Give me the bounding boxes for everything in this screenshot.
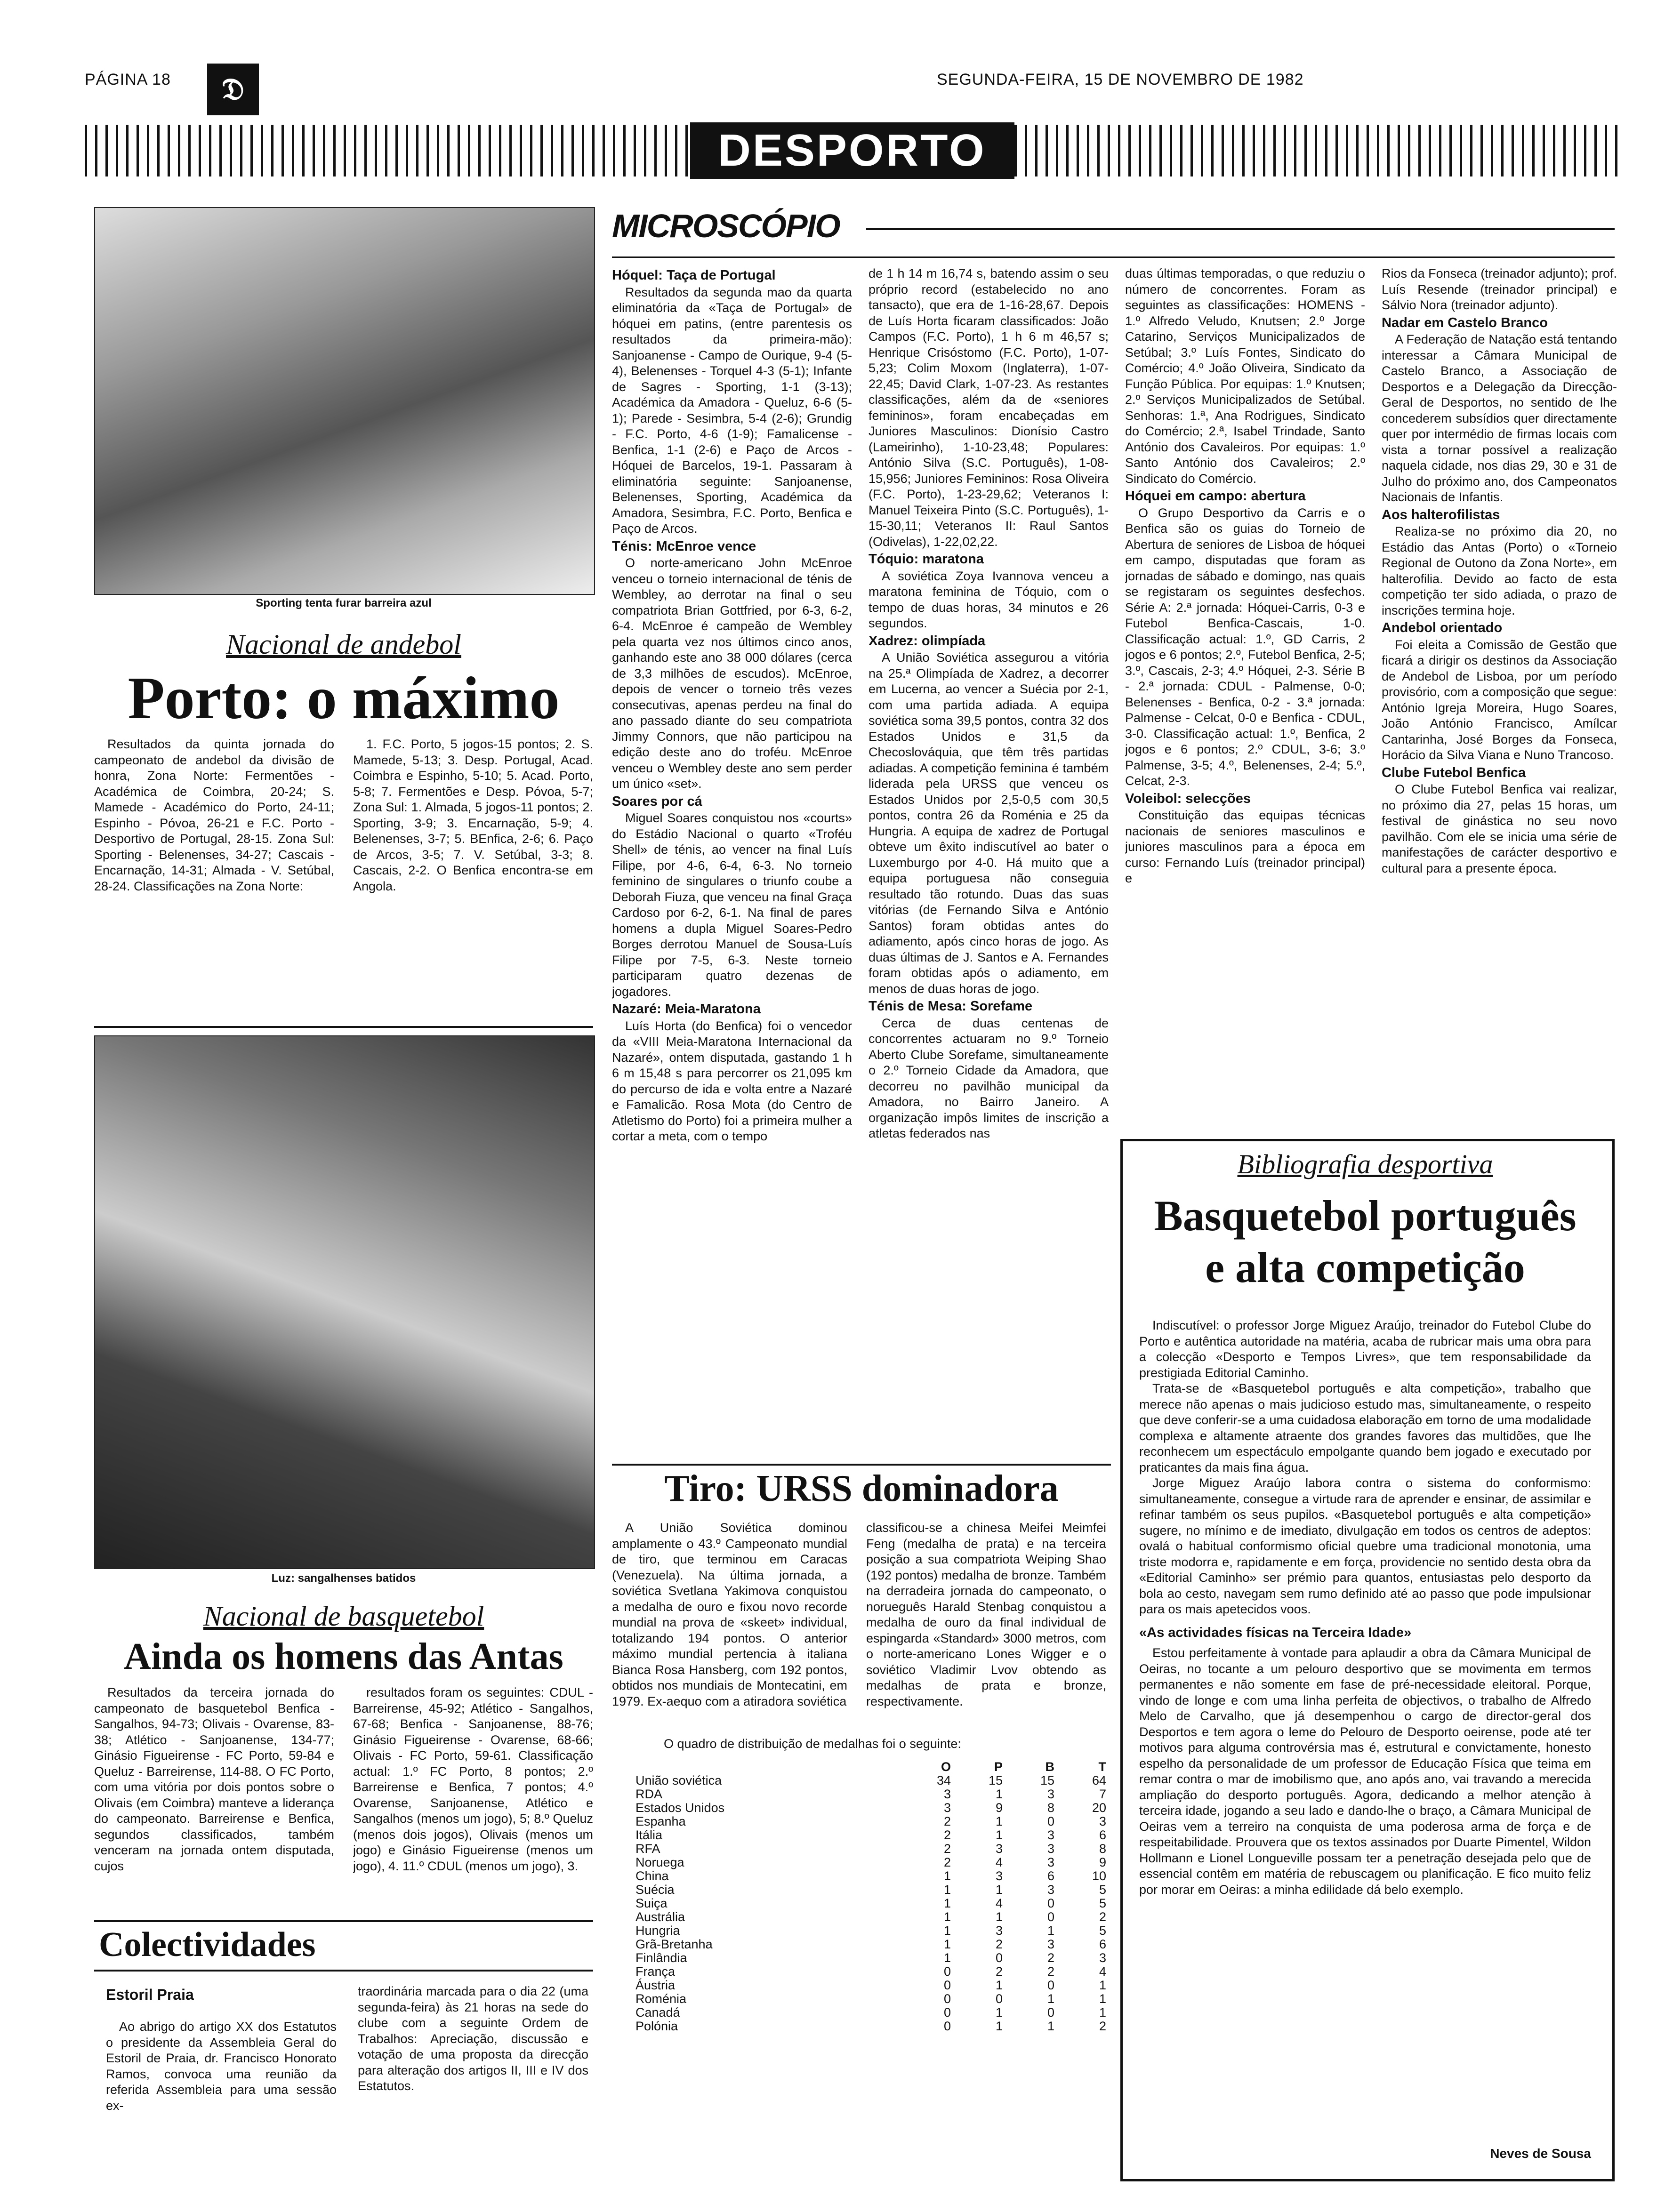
medals-count: 7 — [1099, 1787, 1106, 1801]
micro-para: A União Soviética assegurou a vitória na 25.ª Olimpíada de Xadrez, a decorrer em Lucerna, ao vencer a Suécia por 2-1, com uma partida adiada. A equipa soviética soma 39,5 pontos, contra 32 dos Estados Unidos e 31,5 da Checoslováquia, que têm três partidas adiadas. A competição feminina é também liderada pela URSS que venceu os Estados Unidos por 2,5-0,5 com 30,5 pontos, contra 26 da Roménia e 25 da Hungria. A equipa de xadrez de Portugal obteve um êxito indiscutível ao bater o Luxemburgo por 4-0. Há muito que a equipa portuguesa não conseguia resultado tão rotundo. Duas das suas vitórias (de Fernando Silva e António Santos) foram obtidas antes do adiamento, após cinco horas de jogo. As duas últimas de J. Santos e A. Fernandes foram obtidas após o adiamento, em menos de duas horas de jogo. — [869, 650, 1109, 996]
tiro-para-2: classificou-se a chinesa Meifei Meimfei Feng (medalha de prata) e na terceira posição a sua compatriota Weiping Shao (192 pontos) medalha de bronze. Também na derradeira jornada do campeonato, o norueguês Harald Stenbag conquistou a medalha de ouro da final individual de espingarda «Standard» 3000 metros, com o norte-americano Lones Wigger e o soviético Vladimir Lvov obtendo as medalhas de prata e bronze, respectivamente. — [866, 1521, 1106, 1708]
medals-country: União soviética — [635, 1773, 722, 1787]
medals-count: 1 — [995, 1910, 1003, 1924]
medals-count: 1 — [943, 1910, 951, 1924]
medals-count: 6 — [1099, 1937, 1106, 1951]
medals-count: 1 — [995, 1787, 1003, 1801]
medals-count: 4 — [995, 1855, 1003, 1869]
medals-row — [631, 1992, 1111, 2006]
basquete-photo-caption: Luz: sangalhenses batidos — [271, 1572, 416, 1585]
andebol-photo — [94, 207, 595, 595]
medals-count: 0 — [1047, 1978, 1054, 1992]
medals-row — [631, 1774, 1111, 1787]
medals-body — [631, 1774, 1111, 2033]
divider — [866, 228, 1615, 230]
medals-count: 1 — [943, 1883, 951, 1897]
micro-para: O Clube Futebol Benfica vai realizar, no próximo dia 27, pelas 15 horas, um festival de ginástica no seu novo pavilhão. Com ele se inicia uma série de manifestações de carácter desportivo e cultural para a presente época. — [1382, 782, 1617, 875]
medals-count: 2 — [1099, 2019, 1106, 2033]
medals-count: 8 — [1047, 1801, 1054, 1815]
andebol-photo-caption: Sporting tenta furar barreira azul — [256, 597, 432, 609]
bibliografia-para: Indiscutível: o professor Jorge Miguez Araújo, treinador do Futebol Clube do Porto e autêntica autoridade na matéria, acaba de rubricar mais uma obra para a colecção «Desporto e Tempos Livres», que tem responsabilidade da prestigiada Editorial Caminho. — [1139, 1318, 1591, 1380]
medals-count: 5 — [1099, 1923, 1106, 1938]
medals-row — [631, 1897, 1111, 1910]
page-number: PÁGINA 18 — [85, 71, 171, 88]
colectividades-subhead: Estoril Praia — [106, 1986, 194, 2003]
medals-country: Polónia — [635, 2019, 678, 2033]
microscopio-title: MICROSCÓPIO — [612, 208, 840, 244]
medals-count: 9 — [1099, 1855, 1106, 1869]
micro-head: Voleibol: selecções — [1125, 791, 1251, 806]
andebol-headline: Porto: o máximo — [128, 665, 560, 731]
section-banner — [85, 122, 1619, 179]
medals-country: China — [635, 1869, 669, 1883]
medals-count: 3 — [943, 1801, 951, 1815]
medals-country: RDA — [635, 1787, 663, 1801]
medals-count: 1 — [995, 1828, 1003, 1842]
medals-country: Itália — [635, 1828, 663, 1842]
medals-count: 1 — [995, 1883, 1003, 1897]
medals-count: 4 — [995, 1896, 1003, 1910]
medals-count: 20 — [1092, 1801, 1106, 1815]
bibliografia-subhead: «As actividades físicas na Terceira Idade» — [1139, 1625, 1412, 1640]
micro-para: duas últimas temporadas, o que reduziu o número de concorrentes. Foram as seguintes as classificações: HOMENS - 1.º Alfredo Veludo, Knutsen; 2.º Jorge Catarino, Serviços Municipalizados de Setúbal; 3.º Luís Fontes, Sindicato do Comércio; 4.º João Oliveira, Sindicato da Função Pública. Por equipas: 1.º Knutsen; 2.º Serviços Municipalizados de Setúbal. Senhoras: 1.ª, Ana Rodrigues, Sindicato do Comércio; 2.ª, Isabel Trindade, Santo António dos Cavaleiros. Por equipas: 1.º Santo António dos Cavaleiros; 2.º Sindicato do Comércio. — [1125, 266, 1365, 486]
medals-count: 6 — [1099, 1828, 1106, 1842]
medals-count: 1 — [943, 1951, 951, 1965]
bibliografia-text — [1139, 1318, 1591, 2146]
newspaper-logo: 𝔇 — [207, 64, 259, 115]
medals-count: 3 — [1047, 1855, 1054, 1869]
medals-row — [631, 1883, 1111, 1897]
medals-count: 0 — [995, 1951, 1003, 1965]
medals-country: Austrália — [635, 1910, 685, 1924]
medals-count: 1 — [995, 1978, 1003, 1992]
micro-head: Nadar em Castelo Branco — [1382, 315, 1548, 330]
medals-row — [631, 1815, 1111, 1828]
colectividades-title: Colectividades — [99, 1925, 316, 1964]
medals-count: 2 — [995, 1937, 1003, 1951]
medals-row — [631, 1801, 1111, 1815]
micro-head: Ténis: McEnroe vence — [612, 538, 756, 554]
medals-count: 2 — [943, 1855, 951, 1869]
medals-count: 3 — [995, 1842, 1003, 1856]
divider — [94, 1920, 593, 1922]
medals-row — [631, 2020, 1111, 2033]
medals-count: 1 — [943, 1896, 951, 1910]
medals-count: 2 — [1047, 1951, 1054, 1965]
medals-row — [631, 1979, 1111, 1992]
medals-country-col-header — [631, 1760, 904, 1774]
medals-row — [631, 1869, 1111, 1883]
micro-para: Cerca de duas centenas de concorrentes actuaram no 9.º Torneio Aberto Clube Sorefame, simultaneamente o 2.º Torneio Cidade da Amadora, que decorreu no pavilhão municipal da Amadora, no Bairro Janeiro. A organização impôs limites de inscrição a atletas federados nas — [869, 1016, 1109, 1140]
medals-count: 3 — [943, 1787, 951, 1801]
medals-row — [631, 1951, 1111, 1965]
medals-count: 0 — [995, 1992, 1003, 2006]
micro-para: Constituição das equipas técnicas nacionais de seniores masculinos e juniores masculinos para a época em curso: Fernando Luís (treinador principal) e — [1125, 808, 1365, 885]
medals-table — [631, 1760, 1111, 2033]
medals-count: 4 — [1099, 1964, 1106, 1979]
medals-count: 0 — [943, 2005, 951, 2020]
medals-count: 1 — [943, 1923, 951, 1938]
bibliografia-headline-1: Basquetebol português — [1154, 1192, 1577, 1240]
medals-count: 1 — [1099, 1992, 1106, 2006]
medals-count: 1 — [1099, 1978, 1106, 1992]
bibliografia-kicker: Bibliografia desportiva — [1237, 1149, 1493, 1179]
medals-count: 1 — [1047, 2019, 1054, 2033]
medals-country: Áustria — [635, 1978, 676, 1992]
micro-para: O norte-americano John McEnroe venceu o torneio internacional de ténis de Wembley, ao derrotar na final o seu compatriota Brian Gottfried, por 6-3, 6-2, 6-4. McEnroe é campeão de Wembley pela quarta vez nos últimos cinco anos, ganhando este ano 38 000 dólares (cerca de 3,3 milhões de escudos). McEnroe, depois de vencer o torneio três vezes consecutivas, apenas perdeu na final do ano passado diante do seu compatriota Jimmy Connors, que não participou na edição deste ano do troféu. McEnroe venceu o Wembley deste ano sem perder um único «set». — [612, 556, 852, 791]
basquete-text-col2 — [353, 1685, 593, 1915]
medals-count: 3 — [1047, 1787, 1054, 1801]
medals-row — [631, 1787, 1111, 1801]
andebol-text-col1 — [94, 737, 334, 1024]
medals-row — [631, 1910, 1111, 1924]
medals-row — [631, 1856, 1111, 1869]
micro-head: Hóquel: Taça de Portugal — [612, 268, 776, 283]
medals-count: 15 — [988, 1773, 1003, 1787]
medals-count: 2 — [943, 1842, 951, 1856]
medals-count: 2 — [1099, 1910, 1106, 1924]
medals-count: 1 — [943, 1869, 951, 1883]
medals-col-header: T — [1098, 1760, 1106, 1774]
medals-count: 1 — [1099, 2005, 1106, 2020]
basquete-text-col1 — [94, 1685, 334, 1915]
medals-count: 2 — [1047, 1964, 1054, 1979]
banner-hatch-right — [1014, 125, 1620, 176]
medals-row — [631, 1828, 1111, 1842]
micro-head: Aos halterofilistas — [1382, 507, 1500, 522]
medals-count: 0 — [1047, 2005, 1054, 2020]
medals-country: Finlândia — [635, 1951, 687, 1965]
micro-head: Tóquio: maratona — [869, 552, 984, 567]
medals-row — [631, 2006, 1111, 2020]
medals-row — [631, 1938, 1111, 1951]
basquete-headline: Ainda os homens das Antas — [124, 1636, 563, 1677]
micro-head: Xadrez: olimpíada — [869, 633, 986, 649]
medals-count: 3 — [1047, 1842, 1054, 1856]
micro-para: Realiza-se no próximo dia 20, no Estádio das Antas (Porto) o «Torneio Regional de Outono da Zona Norte», em halterofilia. Devido ao facto de esta competição ter sido adiada, o prazo de inscrições termina hoje. — [1382, 524, 1617, 617]
medals-count: 1 — [1047, 1923, 1054, 1938]
medals-row — [631, 1965, 1111, 1979]
medals-count: 8 — [1099, 1842, 1106, 1856]
microscopio-col-1 — [612, 266, 852, 1457]
basquete-photo — [94, 1035, 595, 1569]
medals-country: Suiça — [635, 1896, 668, 1910]
medals-row — [631, 1924, 1111, 1938]
micro-para: de 1 h 14 m 16,74 s, batendo assim o seu próprio record (estabelecido no ano tansacto), que era de 1-16-28,67. Depois de Luís Horta ficaram classificados: João Campos (F.C. Porto), 1 h 6 m 46,57 s; Henrique Crisóstomo (F.C. Porto), 1-07-5,23; Colim Moxom (Inglaterra), 1-07-22,45; David Clark, 1-07-23. As restantes classificações, além da de «seniores femininos», foram encabeçadas em Juniores Masculinos: Dionísio Castro (Lameirinho), 1-10-23,48; Populares: António Silva (S.C. Português), 1-08-15,956; Juniores Femininos: Rosa Oliveira (F.C. Porto), 1-23-29,62; Veteranos I: Manuel Teixeira Pinto (S.C. Português), 1-15-30,11; Veteranos II: Raul Santos (Odivelas), 1-22,02,22. — [869, 266, 1109, 549]
medals-country: Canadá — [635, 2005, 680, 2020]
medals-count: 3 — [1099, 1951, 1106, 1965]
medals-count: 9 — [995, 1801, 1003, 1815]
micro-head: Clube Futebol Benfica — [1382, 765, 1526, 780]
medals-country: Suécia — [635, 1883, 675, 1897]
tiro-para-1: A União Soviética dominou amplamente o 43.º Campeonato mundial de tiro, que terminou em Caracas (Venezuela). Na última jornada, a soviética Svetlana Yakimova conquistou a medalha de ouro e fixou novo recorde mundial na prova de «skeet» individual, totalizando 194 pontos. O anterior máximo mundial pertencia à italiana Bianca Rosa Hansberg, com 192 pontos, obtidos nos mundiais de Montecatini, em 1979. Ex-aequo com a atiradora soviética — [612, 1521, 847, 1708]
micro-head: Hóquei em campo: abertura — [1125, 489, 1306, 504]
micro-head: Andebol orientado — [1382, 620, 1503, 635]
medals-count: 0 — [1047, 1896, 1054, 1910]
medals-country: Hungria — [635, 1923, 680, 1938]
tiro-text-col2 — [866, 1520, 1106, 1723]
tiro-text-col1 — [612, 1520, 847, 1723]
micro-para: A soviética Zoya Ivannova venceu a maratona feminina de Tóquio, com o tempo de duas horas, 34 minutos e 26 segundos. — [869, 569, 1109, 630]
medals-count: 1 — [995, 2005, 1003, 2020]
medals-country: França — [635, 1964, 676, 1979]
medals-intro: O quadro de distribuição de medalhas foi o seguinte: — [664, 1737, 961, 1751]
medals-count: 1 — [995, 2019, 1003, 2033]
section-title: DESPORTO — [690, 122, 1014, 179]
micro-para: Foi eleita a Comissão de Gestão que ficará a dirigir os destinos da Associação de Andebol de Lisboa, por um período provisório, com a composição que segue: António Igreja Moreira, Hugo Soares, João António Francisco, Amílcar Cantarinha, José Borges da Fonseca, Horácio da Silva Viana e Nuno Trancoso. — [1382, 637, 1617, 762]
medals-country: Grã-Bretanha — [635, 1937, 713, 1951]
medals-count: 3 — [1047, 1883, 1054, 1897]
medals-count: 2 — [943, 1828, 951, 1842]
medals-count: 1 — [943, 1937, 951, 1951]
micro-head: Nazaré: Meia-Maratona — [612, 1002, 761, 1017]
andebol-kicker: Nacional de andebol — [226, 629, 461, 660]
medals-count: 3 — [1099, 1814, 1106, 1828]
medals-country: Espanha — [635, 1814, 686, 1828]
bibliografia-headline-2: e alta competição — [1205, 1243, 1525, 1291]
medals-count: 15 — [1040, 1773, 1054, 1787]
medals-count: 64 — [1092, 1773, 1106, 1787]
andebol-text-col2 — [353, 737, 593, 1024]
andebol-para-2: 1. F.C. Porto, 5 jogos-15 pontos; 2. S. Mamede, 5-13; 3. Desp. Portugal, Acad. Coimbra e Espinho, 5-10; 5. Acad. Porto, 5-8; 7. Fermentões e Desp. Póvoa, 5-7; Zona Sul: 1. Almada, 5 jogos-11 pontos; 2. Sporting, 3-9; 3. Encarnação, 5-9; 4. Belenenses, 3-7; 5. BEnfica, 2-6; 6. Paço de Arcos, 3-5; 7. V. Setúbal, 3-3; 8. Cascais, 2-2. O Benfica encontra-se em Angola. — [353, 737, 593, 893]
medals-count: 0 — [943, 1978, 951, 1992]
basquete-kicker: Nacional de basquetebol — [203, 1601, 484, 1632]
colectividades-text-col2 — [358, 1984, 588, 2172]
micro-head: Soares por cá — [612, 793, 702, 809]
medals-country: Noruega — [635, 1855, 684, 1869]
medals-count: 6 — [1047, 1869, 1054, 1883]
medals-count: 2 — [943, 1814, 951, 1828]
medals-count: 3 — [995, 1923, 1003, 1938]
banner-hatch-left — [85, 125, 690, 176]
medals-header-row — [631, 1760, 1111, 1774]
tiro-headline: Tiro: URSS dominadora — [664, 1468, 1059, 1509]
medals-count: 0 — [943, 2019, 951, 2033]
microscopio-col-3 — [1125, 266, 1365, 1127]
bibliografia-para: Trata-se de «Basquetebol português e alta competição», trabalho que merece não apenas o mais judicioso estudo mas, simultaneamente, o respeito que deve conferir-se a uma cuidadosa elaboração em torno de uma modalidade complexa e altamente atraente dos grandes favores das multidões, que lhe reconhecem um espectáculo empolgante quando bem jogado e executado por praticantes da mais fina água. — [1139, 1381, 1591, 1475]
medals-country: Roménia — [635, 1992, 687, 2006]
divider — [612, 256, 1615, 258]
basquete-para-2: resultados foram os seguintes: CDUL - Barreirense, 45-92; Atlético - Sangalhos, 67-68; Benfica - Sanjoanense, 88-76; Ginásio Figueirense - Ovarense, 68-66; Olivais - FC Porto, 59-61. Classificação actual: 1.º FC Porto, 8 pontos; 2.º Barreirense e Benfica, 7 pontos; 4.º Ovarense, Sanjoanense, Atlético e Sangalhos (menos um jogo), 5; 8.º Queluz (menos dois jogos), Olivais (menos um jogo) e Ginásio Figueirense (menos um jogo), 4. 11.º CDUL (menos um jogo), 3. — [353, 1685, 593, 1873]
andebol-para-1: Resultados da quinta jornada do campeonato de andebol da divisão de honra, Zona Norte: Fermentões - Académica de Coimbra, 20-24; S. Mamede - Académico do Porto, 24-11; Espinho - Póvoa, 26-21 e F.C. Porto - Desportivo de Portugal, 28-15. Zona Sul: Sporting - Belenenses, 34-27; Cascais - Encarnação, 14-31; Almada - V. Setúbal, 28-24. Classificações na Zona Norte: — [94, 737, 334, 893]
medals-count: 1 — [995, 1814, 1003, 1828]
micro-para: Luís Horta (do Benfica) foi o vencedor da «VIII Meia-Maratona Internacional da Nazaré», ontem disputada, gastando 1 h 6 m 15,48 s para percorrer os 21,095 km do percurso de ida e volta entre a Nazaré e Famalicão. Rosa Mota (do Centro de Atletismo do Porto) foi a primeira mulher a cortar a meta, com o tempo — [612, 1018, 852, 1143]
colectividades-text-col1 — [106, 2019, 337, 2174]
medals-count: 1 — [1047, 1992, 1054, 2006]
medals-count: 3 — [995, 1869, 1003, 1883]
micro-para: O Grupo Desportivo da Carris e o Benfica são os guias do Torneio de Abertura de seniores de Lisboa de hóquei em campo, disputadas que foram as jornadas de sábado e domingo, nas quais se registaram os seguintes desfechos. Série A: 2.ª jornada: Hóquei-Carris, 0-3 e Futebol Benfica-Cascais, 1-0. Classificação actual: 1.º, GD Carris, 2 jogos e 6 pontos; 2.º, Futebol Benfica, 2-5; 3.º, Cascais, 2-3; 4.º Hóquei, 2-3. Série B - 2.ª jornada: CDUL - Palmense, 0-0; Belenenses - Benfica, 0-2 - 3.ª jornada: Palmense - Celcat, 0-0 e Benfica - CDUL, 3-0. Classificação actual: 1.º, Benfica, 2 jogos e 6 pontos; 2.º CDUL, 3-6; 3.º Palmense, 3-5; 4.º, Belenenses, 2-4; 5.º, Celcat, 2-3. — [1125, 505, 1365, 788]
medals-count: 3 — [1047, 1828, 1054, 1842]
medals-country: Estados Unidos — [635, 1801, 725, 1815]
medals-count: 2 — [995, 1964, 1003, 1979]
microscopio-col-4 — [1382, 266, 1617, 1127]
medals-count: 0 — [943, 1992, 951, 2006]
medals-col-header: B — [1045, 1760, 1054, 1774]
bibliografia-para: Estou perfeitamente à vontade para aplaudir a obra da Câmara Municipal de Oeiras, no tocante a um pelouro desportivo que se movimenta em termos permanentes e não somente em fase de pré-necessidade eleitoral. Porque, vindo de longe e com uma linha perfeita de objectivos, o trabalho de Alfredo Melo de Carvalho, que já desempenhou o cargo de director-geral dos Desportos e tem agora o leme do Pelouro de Desporto oeirense, pode até ter motivos para alguma controvérsia mas é, estrutural e convictamente, honesto espelho da personalidade de um professor de Educação Física que teima em remar contra o mar de imobilismo que, ano após ano, vai travando a merecida ampliação do desporto português. Agora, dedicando a melhor atenção à terceira idade, jogando a seu lado e dando-lhe o braço, a Câmara Municipal de Oeiras vem a terreiro na conquista de uma poderosa arma de força e de respeitabilidade. Prouvera que os textos assinados por Duarte Pimentel, Wildon Hollmann e Lionel Longueville possam ter a penetração desejada pelo que de essencial contêm em matéria de rebuscagem ou planificação. E fico muito feliz por morar em Oeiras: a minha edilidade dá belo exemplo. — [1139, 1646, 1591, 1897]
micro-para: Rios da Fonseca (treinador adjunto); prof. Luís Resende (treinador principal) e Sálvio Nora (treinador adjunto). — [1382, 266, 1617, 312]
basquete-para-1: Resultados da terceira jornada do campeonato de basquetebol Benfica - Sangalhos, 94-73; Olivais - Ovarense, 83-38; Atlético - Sanjoanense, 134-77; Ginásio Figueirense - FC Porto, 59-84 e Queluz - Barreirense, 114-88. O FC Porto, com uma vitória por dois pontos sobre o Olivais (em Coimbra) manteve a liderança do campeonato. Barreirense e Benfica, segundos classificados, também venceram na jornada ontem disputada, cujos — [94, 1685, 334, 1873]
medals-count: 10 — [1092, 1869, 1106, 1883]
medals-count: 5 — [1099, 1896, 1106, 1910]
microscopio-col-2 — [869, 266, 1109, 1457]
medals-country: RFA — [635, 1842, 660, 1856]
medals-count: 3 — [1047, 1937, 1054, 1951]
page-date: SEGUNDA-FEIRA, 15 DE NOVEMBRO DE 1982 — [937, 71, 1304, 88]
medals-count: 34 — [936, 1773, 951, 1787]
medals-col-header: P — [994, 1760, 1003, 1774]
medals-count: 0 — [1047, 1910, 1054, 1924]
medals-col-header: O — [941, 1760, 951, 1774]
medals-row — [631, 1842, 1111, 1856]
colectividades-para-1: Ao abrigo do artigo XX dos Estatutos o presidente da Assembleia Geral do Estoril de Praia, dr. Francisco Honorato Ramos, convoca uma reunião da referida Assembleia para uma sessão ex- — [106, 2020, 337, 2113]
medals-count: 5 — [1099, 1883, 1106, 1897]
micro-head: Ténis de Mesa: Sorefame — [869, 999, 1033, 1014]
micro-para: A Federação de Natação está tentando interessar a Câmara Municipal de Castelo Branco, a Associação de Desportos e a Delegação da Direcção-Geral de Desportos, no sentido de lhe concederem subsídios quer directamente quer por intermédio de firmas locais com vista a tornar possível a realização naquela cidade, nos dias 29, 30 e 31 de Julho do próximo ano, dos Campeonatos Nacionais de Infantis. — [1382, 332, 1617, 504]
divider — [94, 1970, 593, 1972]
medals-count: 0 — [1047, 1814, 1054, 1828]
micro-para: Miguel Soares conquistou nos «courts» do Estádio Nacional o quarto «Troféu Shell» de ténis, ao vencer na final Luís Filipe, por 4-6, 6-4, 6-3. No torneio feminino de singulares o triunfo coube a Deborah Fiuza, que venceu na final Graça Cardoso por 6-2, 6-1. Na final de pares homens a dupla Miguel Soares-Pedro Borges derrotou Manuel de Sousa-Luís Filipe por 7-5, 6-3. Neste torneio participaram quatro dezenas de jogadores. — [612, 811, 852, 999]
medals-count: 0 — [943, 1964, 951, 1979]
colectividades-para-2: traordinária marcada para o dia 22 (uma segunda-feira) às 21 horas na sede do clube com a seguinte Ordem de Trabalhos: Apreciação, discussão e votação de uma proposta da direcção para alteração dos artigos II, III e IV dos Estatutos. — [358, 1984, 588, 2093]
bibliografia-para: Jorge Miguez Araújo labora contra o sistema do conformismo: simultaneamente, consegue a virtude rara de aprender e ensinar, de assimilar e refinar também os seus pupilos. «Basquetebol português e alta competição» sugere, no mínimo e de imediato, divulgação em todos os centros de adeptos: ovalá o habitual conformismo oficial quebre uma tradicional monotonia, uma triste modorra e, rapidamente e em força, providencie no sentido desta obra da «Editorial Caminho» ser prémio para quantos, entusiastas pelo desporto da bola ao cesto, navegam sem rumo definido até ao passo que pode impulsionar para os mais apetecidos voos. — [1139, 1476, 1591, 1616]
micro-para: Resultados da segunda mao da quarta eliminatória da «Taça de Portugal» de hóquei em patins, (entre parentesis os resultados da primeira-mão): Sanjoanense - Campo de Ourique, 9-4 (5-4), Belenenses - Torquel 4-3 (5-1); Infante de Sagres - Sporting, 1-1 (3-13); Académica da Amadora - Queluz, 6-6 (5-1); Parede - Sesimbra, 5-4 (2-6); Grundig - F.C. Porto, 4-6 (1-9); Famalicense - Benfica, 1-1 (2-6) e Paço de Arcos - Hóquei de Barcelos, 19-1. Passaram à eliminatória seguinte: Sanjoanense, Belenenses, Sporting, Académica da Amadora, Sesimbra, F.C. Porto, Benfica e Paço de Arcos. — [612, 285, 852, 536]
bibliografia-signature: Neves de Sousa — [1490, 2146, 1591, 2161]
divider — [612, 1464, 1111, 1466]
divider — [94, 1026, 593, 1028]
